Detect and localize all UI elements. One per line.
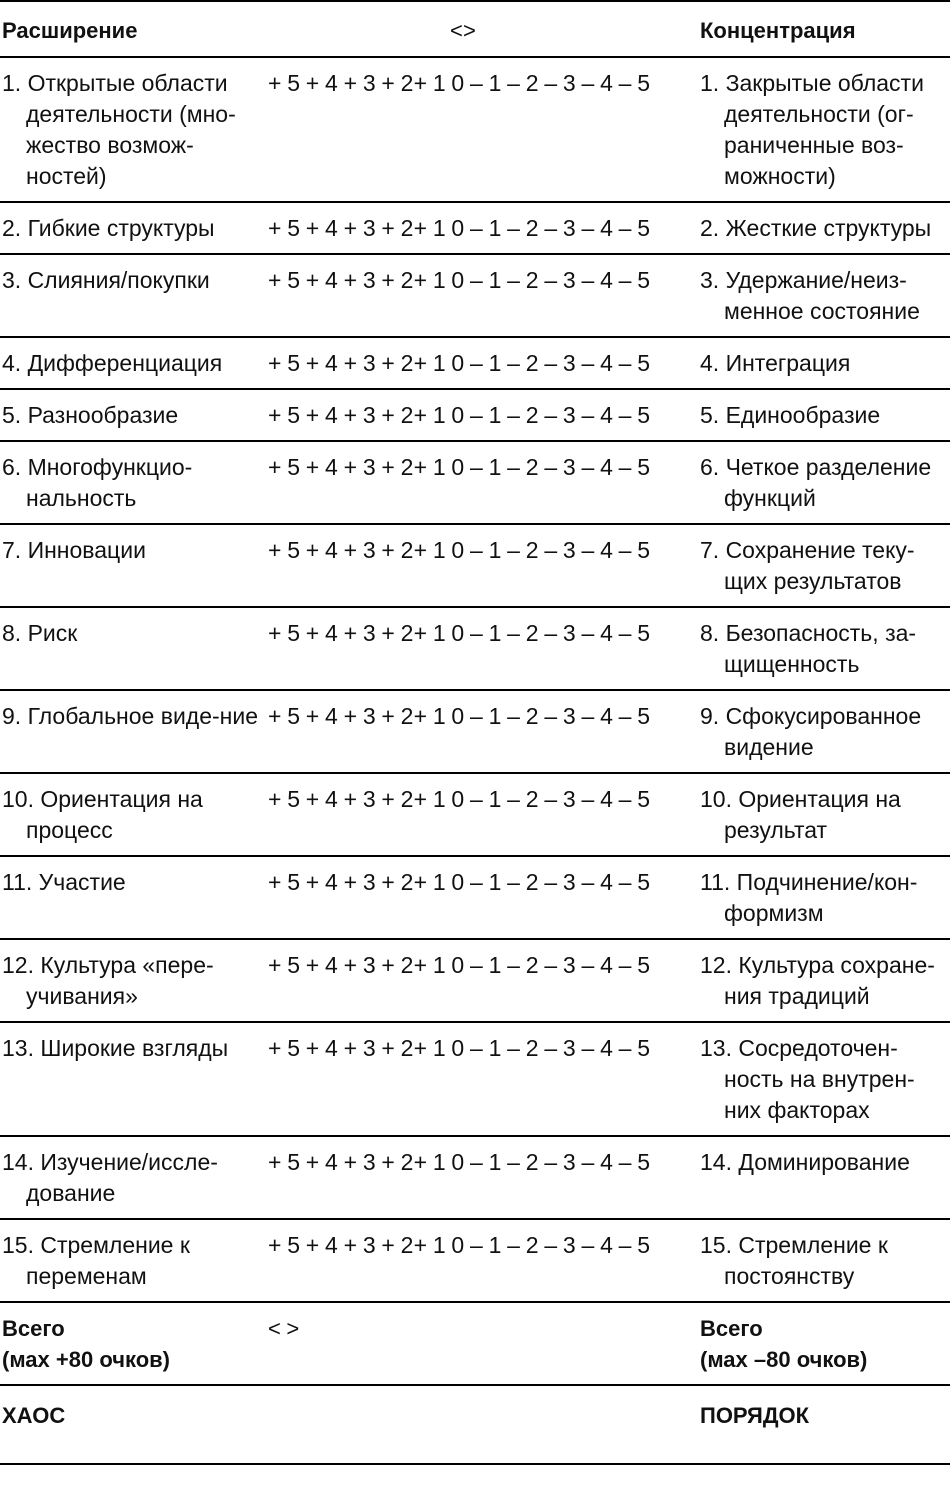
expansion-criterion-text: 15. Стремление к переменам (2, 1232, 190, 1289)
concentration-criterion-text: 9. Сфокусированное видение (700, 703, 922, 760)
concentration-criterion-text: 8. Безопасность, за-щищенность (700, 620, 917, 677)
criteria-row (0, 390, 950, 442)
concentration-criterion-text: 11. Подчинение/кон-формизм (700, 869, 918, 926)
expansion-criterion (0, 940, 268, 1021)
concentration-criterion (698, 255, 950, 336)
criteria-rows (0, 58, 950, 1303)
concentration-criterion (698, 58, 950, 201)
rating-scale: + 5 + 4 + 3 + 2+ 1 0 – 1 – 2 – 3 – 4 – 5 (268, 1149, 651, 1175)
criteria-row (0, 940, 950, 1023)
criteria-row (0, 203, 950, 255)
total-concentration (698, 1303, 950, 1384)
rating-scale: + 5 + 4 + 3 + 2+ 1 0 – 1 – 2 – 3 – 4 – 5 (268, 70, 651, 96)
expansion-criterion (0, 338, 268, 388)
expansion-criterion (0, 525, 268, 606)
criteria-row (0, 1023, 950, 1137)
total-comparison-symbol: < > (268, 1316, 300, 1341)
concentration-criterion (698, 940, 950, 1021)
expansion-criterion (0, 774, 268, 855)
total-concentration-label: Всего (700, 1316, 763, 1341)
rating-scale: + 5 + 4 + 3 + 2+ 1 0 – 1 – 2 – 3 – 4 – 5 (268, 350, 651, 376)
header-comparison-symbol: <> (449, 18, 477, 43)
result-row (0, 1386, 950, 1465)
rating-scale: + 5 + 4 + 3 + 2+ 1 0 – 1 – 2 – 3 – 4 – 5 (268, 1035, 651, 1061)
rating-scale: + 5 + 4 + 3 + 2+ 1 0 – 1 – 2 – 3 – 4 – 5 (268, 620, 651, 646)
rating-scale: + 5 + 4 + 3 + 2+ 1 0 – 1 – 2 – 3 – 4 – 5 (268, 402, 651, 428)
expansion-criterion-text: 5. Разнообразие (2, 402, 179, 428)
expansion-criterion (0, 857, 268, 938)
criteria-row (0, 58, 950, 203)
expansion-criterion (0, 390, 268, 440)
expansion-criterion-text: 13. Широкие взгляды (2, 1035, 229, 1061)
total-expansion-label: Всего (2, 1316, 65, 1341)
rating-scale: + 5 + 4 + 3 + 2+ 1 0 – 1 – 2 – 3 – 4 – 5 (268, 703, 651, 729)
criteria-row (0, 857, 950, 940)
header-concentration: Концентрация (700, 18, 856, 43)
criteria-row (0, 774, 950, 857)
rating-scale: + 5 + 4 + 3 + 2+ 1 0 – 1 – 2 – 3 – 4 – 5 (268, 215, 651, 241)
criteria-row (0, 1220, 950, 1303)
total-expansion-max: (мах +80 очков) (2, 1347, 170, 1372)
concentration-criterion (698, 1137, 950, 1218)
expansion-criterion-text: 9. Глобальное виде-ние (2, 703, 258, 729)
concentration-criterion (698, 1220, 950, 1301)
concentration-criterion-text: 2. Жесткие структуры (700, 215, 932, 241)
header-expansion: Расширение (2, 18, 138, 43)
expansion-criterion-text: 11. Участие (2, 869, 126, 895)
rating-scale: + 5 + 4 + 3 + 2+ 1 0 – 1 – 2 – 3 – 4 – 5 (268, 869, 651, 895)
total-expansion (0, 1303, 268, 1384)
concentration-criterion (698, 390, 950, 440)
rating-scale: + 5 + 4 + 3 + 2+ 1 0 – 1 – 2 – 3 – 4 – 5 (268, 1232, 651, 1258)
concentration-criterion (698, 857, 950, 938)
expansion-criterion (0, 255, 268, 336)
expansion-criterion-text: 10. Ориентация на процесс (2, 786, 203, 843)
expansion-criterion-text: 14. Изучение/иссле-дование (2, 1149, 218, 1206)
result-chaos: ХАОС (2, 1403, 66, 1428)
criteria-row (0, 525, 950, 608)
concentration-criterion (698, 525, 950, 606)
criteria-row (0, 442, 950, 525)
concentration-criterion-text: 14. Доминирование (700, 1149, 910, 1175)
expansion-criterion (0, 203, 268, 253)
criteria-row (0, 255, 950, 338)
expansion-criterion-text: 6. Многофункцио-нальность (2, 454, 193, 511)
total-row (0, 1303, 950, 1386)
expansion-criterion-text: 2. Гибкие структуры (2, 215, 215, 241)
expansion-criterion (0, 1220, 268, 1301)
result-order: ПОРЯДОК (700, 1403, 810, 1428)
concentration-criterion-text: 7. Сохранение теку-щих результатов (700, 537, 915, 594)
expansion-criterion (0, 608, 268, 689)
expansion-criterion-text: 4. Дифференциация (2, 350, 223, 376)
concentration-criterion (698, 442, 950, 523)
rating-scale: + 5 + 4 + 3 + 2+ 1 0 – 1 – 2 – 3 – 4 – 5 (268, 454, 651, 480)
expansion-criterion (0, 691, 268, 772)
concentration-criterion (698, 203, 950, 253)
concentration-criterion-text: 13. Сосредоточен-ность на внутрен-них факторах (700, 1035, 915, 1123)
concentration-criterion-text: 10. Ориентация на результат (700, 786, 901, 843)
concentration-criterion-text: 5. Единообразие (700, 402, 881, 428)
rating-scale: + 5 + 4 + 3 + 2+ 1 0 – 1 – 2 – 3 – 4 – 5 (268, 952, 651, 978)
result-spacer (268, 1386, 698, 1463)
expansion-criterion (0, 1023, 268, 1135)
concentration-criterion-text: 3. Удержание/неиз-менное состояние (700, 267, 920, 324)
criteria-row (0, 691, 950, 774)
header-row (0, 0, 950, 58)
criteria-row (0, 1137, 950, 1220)
criteria-row (0, 338, 950, 390)
expansion-criterion (0, 442, 268, 523)
rating-scale: + 5 + 4 + 3 + 2+ 1 0 – 1 – 2 – 3 – 4 – 5 (268, 786, 651, 812)
expansion-criterion-text: 8. Риск (2, 620, 78, 646)
expansion-criterion-text: 3. Слияния/покупки (2, 267, 210, 293)
expansion-criterion (0, 1137, 268, 1218)
concentration-criterion (698, 1023, 950, 1135)
concentration-criterion-text: 4. Интеграция (700, 350, 851, 376)
concentration-criterion (698, 608, 950, 689)
expansion-criterion-text: 12. Культура «пере-учивания» (2, 952, 214, 1009)
rating-scale: + 5 + 4 + 3 + 2+ 1 0 – 1 – 2 – 3 – 4 – 5 (268, 537, 651, 563)
concentration-criterion-text: 6. Четкое разделение функций (700, 454, 932, 511)
rating-scale: + 5 + 4 + 3 + 2+ 1 0 – 1 – 2 – 3 – 4 – 5 (268, 267, 651, 293)
total-concentration-max: (мах –80 очков) (700, 1347, 868, 1372)
concentration-criterion-text: 15. Стремление к постоянству (700, 1232, 888, 1289)
concentration-criterion (698, 691, 950, 772)
concentration-criterion-text: 12. Культура сохране-ния традиций (700, 952, 935, 1009)
concentration-criterion (698, 774, 950, 855)
expansion-criterion-text: 7. Инновации (2, 537, 146, 563)
expansion-criterion-text: 1. Открытые области деятельности (мно-жество возмож-ностей) (2, 70, 236, 189)
concentration-criterion-text: 1. Закрытые области деятельности (ог-раниченные воз-можности) (700, 70, 924, 189)
criteria-row (0, 608, 950, 691)
expansion-criterion (0, 58, 268, 201)
concentration-criterion (698, 338, 950, 388)
